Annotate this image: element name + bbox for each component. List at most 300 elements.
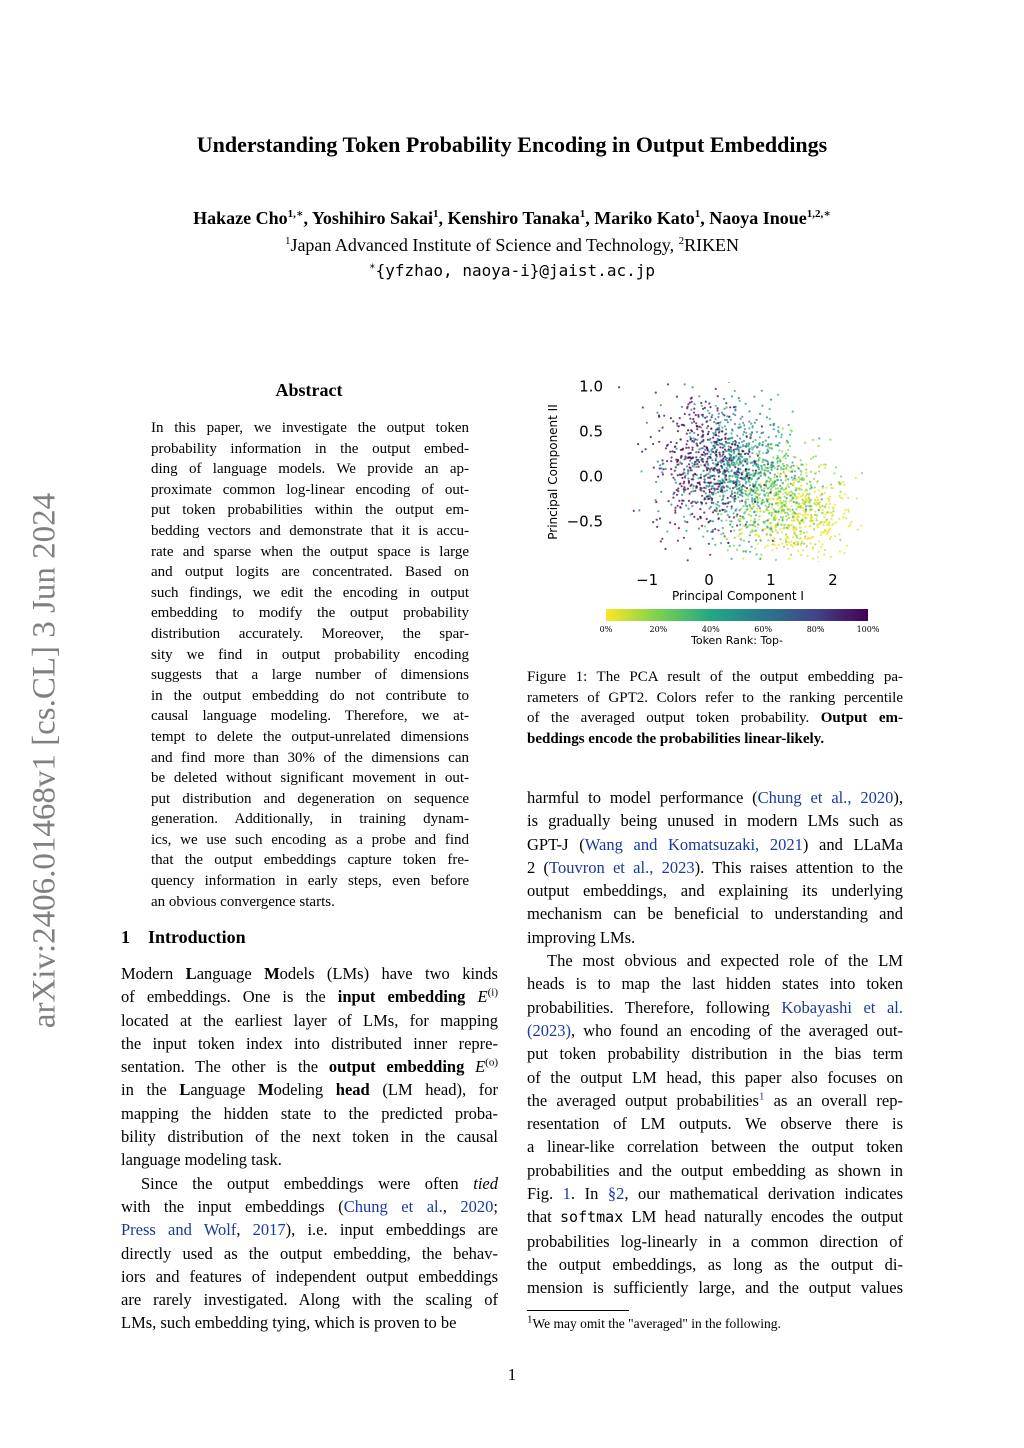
author-affil-mark: 1,2,∗ [806, 208, 831, 220]
scatter-point [738, 397, 740, 399]
scatter-point [777, 394, 779, 396]
scatter-point [792, 461, 794, 463]
citation-link[interactable]: Kobayashi et al. [781, 997, 903, 1017]
scatter-point [691, 430, 693, 432]
scatter-point [797, 506, 799, 508]
scatter-point [756, 526, 758, 528]
scatter-point [806, 493, 808, 495]
scatter-point [687, 469, 689, 471]
scatter-point [797, 513, 799, 515]
section-ref-link[interactable]: §2 [607, 1184, 625, 1204]
scatter-point [703, 470, 705, 472]
citation-link[interactable]: Touvron et al., 2023 [549, 857, 695, 877]
scatter-point [691, 478, 693, 480]
scatter-point [842, 497, 844, 499]
abstract-line: quency information in early steps, even before [151, 873, 469, 890]
text-line: resentation of LM outputs. We observe there is [527, 1114, 903, 1134]
scatter-point [736, 524, 738, 526]
scatter-point [746, 435, 748, 437]
scatter-point [642, 406, 644, 408]
scatter-point [674, 507, 676, 509]
scatter-point [777, 430, 779, 432]
scatter-point [832, 487, 834, 489]
scatter-point [678, 425, 680, 427]
scatter-point [661, 538, 663, 540]
scatter-point [755, 439, 757, 441]
scatter-point [825, 487, 827, 489]
citation-link[interactable]: 2017 [252, 1220, 286, 1240]
scatter-point [691, 484, 693, 486]
scatter-point [726, 489, 728, 491]
scatter-point [721, 443, 723, 445]
scatter-point [718, 413, 720, 415]
scatter-point [761, 432, 763, 434]
scatter-point [809, 481, 811, 483]
scatter-point [744, 445, 746, 447]
scatter-point [807, 555, 809, 557]
author-affil-mark: 1 [579, 208, 586, 220]
scatter-point [809, 488, 811, 490]
scatter-point [804, 535, 806, 537]
scatter-point [775, 529, 777, 531]
scatter-point [669, 451, 671, 453]
figure-ref-link[interactable]: 1 [562, 1184, 571, 1204]
scatter-point [821, 493, 823, 495]
scatter-point [782, 482, 784, 484]
scatter-point [771, 447, 773, 449]
scatter-point [736, 473, 738, 475]
text-line: sentation. The other is the output embedding $E^{(o)}$ [121, 1056, 498, 1077]
scatter-point [750, 434, 752, 436]
scatter-point [736, 549, 738, 551]
scatter-point [720, 533, 722, 535]
scatter-point [696, 439, 698, 441]
scatter-point [707, 439, 709, 441]
scatter-point [691, 449, 693, 451]
scatter-point [729, 480, 731, 482]
scatter-point [691, 397, 693, 399]
scatter-point [690, 458, 692, 460]
scatter-point [757, 455, 759, 457]
scatter-point [843, 552, 845, 554]
scatter-point [688, 447, 690, 449]
scatter-point [692, 487, 694, 489]
scatter-point [736, 447, 738, 449]
scatter-point [788, 424, 790, 426]
scatter-point [738, 544, 740, 546]
scatter-point [804, 537, 806, 539]
scatter-point [730, 470, 732, 472]
scatter-point [805, 505, 807, 507]
scatter-point [689, 493, 691, 495]
scatter-point [752, 425, 754, 427]
scatter-point [792, 497, 794, 499]
scatter-point [747, 498, 749, 500]
scatter-point [786, 512, 788, 514]
text-line: the input token index into distributed inner repre- [121, 1033, 498, 1053]
scatter-point [711, 502, 713, 504]
scatter-point [737, 427, 739, 429]
scatter-point [791, 430, 793, 432]
scatter-point [810, 514, 812, 516]
contact-email [0, 261, 1024, 280]
affil-mark: 1 [284, 235, 291, 247]
scatter-point [734, 495, 736, 497]
scatter-point [687, 477, 689, 479]
scatter-point [771, 467, 773, 469]
scatter-point [717, 529, 719, 531]
citation-link[interactable]: Wang and Komatsuzaki, 2021 [584, 834, 803, 854]
scatter-point [785, 515, 787, 517]
scatter-point [800, 533, 802, 535]
scatter-point [707, 410, 709, 412]
scatter-point [748, 480, 750, 482]
scatter-point [677, 540, 679, 542]
scatter-point [692, 501, 694, 503]
scatter-point [795, 501, 797, 503]
scatter-point [754, 422, 756, 424]
scatter-point [793, 456, 795, 458]
citation-link[interactable]: Press and Wolf [121, 1220, 237, 1240]
scatter-point [780, 516, 782, 518]
scatter-point [790, 544, 792, 546]
scatter-point [712, 448, 714, 450]
scatter-point [759, 497, 761, 499]
scatter-point [738, 456, 740, 458]
scatter-point [855, 477, 857, 479]
scatter-point [775, 502, 777, 504]
scatter-point [742, 558, 744, 560]
scatter-point [749, 510, 751, 512]
scatter-point [708, 543, 710, 545]
abstract-line: rate and sparse when the output space is large [151, 543, 469, 560]
scatter-point [773, 537, 775, 539]
scatter-point [800, 463, 802, 465]
footnote [527, 1313, 781, 1332]
scatter-point [670, 460, 672, 462]
scatter-point [764, 546, 766, 548]
scatter-point [778, 510, 780, 512]
scatter-point [828, 500, 830, 502]
scatter-point [779, 538, 781, 540]
scatter-point [834, 472, 836, 474]
scatter-point [656, 412, 658, 414]
scatter-point [790, 490, 792, 492]
scatter-point [807, 513, 809, 515]
scatter-point [791, 524, 793, 526]
scatter-point [795, 508, 797, 510]
footnote-ref[interactable]: 1 [758, 1090, 765, 1103]
scatter-point [724, 437, 726, 439]
scatter-point [702, 414, 704, 416]
scatter-point [684, 476, 686, 478]
scatter-point [719, 483, 721, 485]
scatter-point [826, 524, 828, 526]
scatter-point [734, 492, 736, 494]
scatter-point [727, 549, 729, 551]
scatter-point [683, 458, 685, 460]
scatter-point [748, 427, 750, 429]
scatter-point [718, 517, 720, 519]
scatter-point [658, 430, 660, 432]
scatter-point [824, 505, 826, 507]
scatter-point [742, 433, 744, 435]
scatter-point [733, 462, 735, 464]
text-line: Since the output embeddings were often tied [141, 1173, 498, 1193]
scatter-point [768, 512, 770, 514]
scatter-point [794, 470, 796, 472]
scatter-point [774, 519, 776, 521]
scatter-point [716, 443, 718, 445]
scatter-point [739, 509, 741, 511]
scatter-point [722, 532, 724, 534]
scatter-point [746, 458, 748, 460]
scatter-point [698, 426, 700, 428]
scatter-point [688, 414, 690, 416]
scatter-point [722, 453, 724, 455]
scatter-point [665, 447, 667, 449]
scatter-point [780, 436, 782, 438]
scatter-point [779, 485, 781, 487]
scatter-point [717, 491, 719, 493]
scatter-point [743, 459, 745, 461]
scatter-point [826, 533, 828, 535]
scatter-point [788, 486, 790, 488]
text-line: language modeling task. [121, 1150, 282, 1170]
author-affil-mark: 1 [694, 208, 701, 220]
scatter-point [692, 490, 694, 492]
scatter-point [718, 431, 720, 433]
scatter-point [734, 537, 736, 539]
scatter-point [788, 517, 790, 519]
scatter-point [715, 451, 717, 453]
scatter-point [732, 456, 734, 458]
scatter-point [804, 497, 806, 499]
abstract-line: put distribution and degeneration on sequence [151, 790, 469, 807]
scatter-point [707, 477, 709, 479]
citation-link[interactable]: Chung et al. [343, 1196, 443, 1216]
scatter-point [741, 450, 743, 452]
scatter-point [861, 472, 863, 474]
scatter-point [677, 459, 679, 461]
scatter-point [780, 512, 782, 514]
scatter-point [811, 516, 813, 518]
scatter-point [746, 443, 748, 445]
caption-line: beddings encode the probabilities linear-likely. [527, 730, 825, 747]
scatter-point [745, 481, 747, 483]
scatter-point [739, 500, 741, 502]
email-text[interactable]: {yfzhao, naoya-i}@jaist.ac.jp [375, 261, 655, 280]
scatter-point [684, 413, 686, 415]
scatter-point [814, 499, 816, 501]
text-line: improving LMs. [527, 927, 636, 947]
scatter-point [717, 501, 719, 503]
scatter-point [719, 453, 721, 455]
scatter-point [641, 451, 643, 453]
scatter-point [769, 503, 771, 505]
scatter-point [740, 455, 742, 457]
scatter-point [681, 463, 683, 465]
scatter-point [673, 492, 675, 494]
scatter-point [829, 439, 831, 441]
scatter-point [838, 533, 840, 535]
scatter-point [707, 463, 709, 465]
scatter-point [756, 487, 758, 489]
scatter-point [748, 451, 750, 453]
scatter-point [779, 508, 781, 510]
scatter-point [715, 405, 717, 407]
scatter-point [731, 443, 733, 445]
scatter-point [769, 472, 771, 474]
scatter-point [730, 432, 732, 434]
scatter-point [848, 525, 850, 527]
scatter-point [822, 505, 824, 507]
author-name: Yoshihiro Sakai [311, 208, 434, 228]
scatter-point [845, 517, 847, 519]
text-line: is gradually being unused in modern LMs such as [527, 811, 903, 831]
scatter-point [742, 422, 744, 424]
scatter-point [770, 514, 772, 516]
scatter-point [712, 538, 714, 540]
scatter-point [775, 494, 777, 496]
scatter-point [770, 488, 772, 490]
scatter-point [782, 463, 784, 465]
scatter-series-2 [640, 390, 824, 577]
scatter-point [787, 478, 789, 480]
scatter-point [786, 536, 788, 538]
scatter-point [802, 499, 804, 501]
scatter-point [731, 462, 733, 464]
scatter-point [767, 495, 769, 497]
abstract-line: such findings, we edit the encoding in output [151, 584, 469, 601]
scatter-point [767, 446, 769, 448]
scatter-point [810, 499, 812, 501]
scatter-point [775, 492, 777, 494]
scatter-point [718, 452, 720, 454]
scatter-point [711, 414, 713, 416]
scatter-point [676, 570, 678, 572]
scatter-point [693, 408, 695, 410]
scatter-point [789, 445, 791, 447]
scatter-point [711, 475, 713, 477]
scatter-point [782, 519, 784, 521]
scatter-point [816, 514, 818, 516]
scatter-point [731, 558, 733, 560]
scatter-point [830, 536, 832, 538]
scatter-point [694, 438, 696, 440]
scatter-point [763, 490, 765, 492]
scatter-point [810, 458, 812, 460]
scatter-point [820, 534, 822, 536]
scatter-point [746, 473, 748, 475]
colorbar-label: Token Rank: Top- [690, 634, 784, 647]
scatter-point [792, 411, 794, 413]
scatter-point [797, 497, 799, 499]
scatter-point [729, 523, 731, 525]
scatter-point [801, 542, 803, 544]
scatter-point [786, 440, 788, 442]
citation-link[interactable]: Chung et al., 2020 [757, 788, 894, 807]
scatter-point [668, 500, 670, 502]
scatter-point [806, 483, 808, 485]
scatter-point [783, 504, 785, 506]
scatter-point [830, 487, 832, 489]
scatter-point [754, 518, 756, 520]
scatter-point [693, 516, 695, 518]
scatter-point [698, 395, 700, 397]
scatter-point [727, 438, 729, 440]
scatter-point [810, 484, 812, 486]
scatter-point [814, 514, 816, 516]
scatter-point [685, 447, 687, 449]
scatter-point [733, 482, 735, 484]
scatter-point [712, 531, 714, 533]
scatter-point [710, 442, 712, 444]
scatter-point [778, 449, 780, 451]
scatter-point [777, 502, 779, 504]
page-number: 1 [507, 1365, 517, 1384]
citation-link[interactable]: 2020 [460, 1196, 494, 1216]
scatter-point [779, 490, 781, 492]
scatter-points [618, 372, 877, 604]
scatter-point [709, 520, 711, 522]
scatter-point [633, 510, 635, 512]
scatter-point [652, 443, 654, 445]
scatter-point [637, 443, 639, 445]
scatter-point [743, 440, 745, 442]
scatter-point [707, 458, 709, 460]
scatter-point [719, 446, 721, 448]
scatter-point [835, 466, 837, 468]
scatter-point [785, 475, 787, 477]
scatter-point [739, 538, 741, 540]
scatter-point [739, 468, 741, 470]
scatter-point [761, 467, 763, 469]
x-tick-label: 0 [704, 571, 714, 589]
scatter-point [733, 472, 735, 474]
scatter-point [813, 503, 815, 505]
scatter-point [734, 423, 736, 425]
scatter-point [778, 544, 780, 546]
scatter-point [656, 526, 658, 528]
scatter-point [722, 460, 724, 462]
scatter-point [759, 472, 761, 474]
scatter-point [657, 476, 659, 478]
scatter-point [712, 462, 714, 464]
scatter-point [734, 414, 736, 416]
scatter-point [672, 420, 674, 422]
scatter-point [699, 516, 701, 518]
scatter-point [751, 507, 753, 509]
scatter-point [769, 418, 771, 420]
scatter-point [801, 519, 803, 521]
scatter-point [693, 432, 695, 434]
scatter-point [771, 563, 773, 565]
scatter-point [803, 532, 805, 534]
scatter-point [812, 519, 814, 521]
scatter-point [754, 547, 756, 549]
citation-link[interactable]: (2023) [527, 1020, 571, 1040]
text-line: heads is to map the last hidden states into token [527, 974, 903, 994]
scatter-point [735, 484, 737, 486]
abstract-line: sity we find in output probability encoding [151, 646, 469, 663]
scatter-point [702, 431, 704, 433]
scatter-point [716, 508, 718, 510]
scatter-point [655, 481, 657, 483]
scatter-point [716, 464, 718, 466]
scatter-point [790, 554, 792, 556]
scatter-point [696, 463, 698, 465]
